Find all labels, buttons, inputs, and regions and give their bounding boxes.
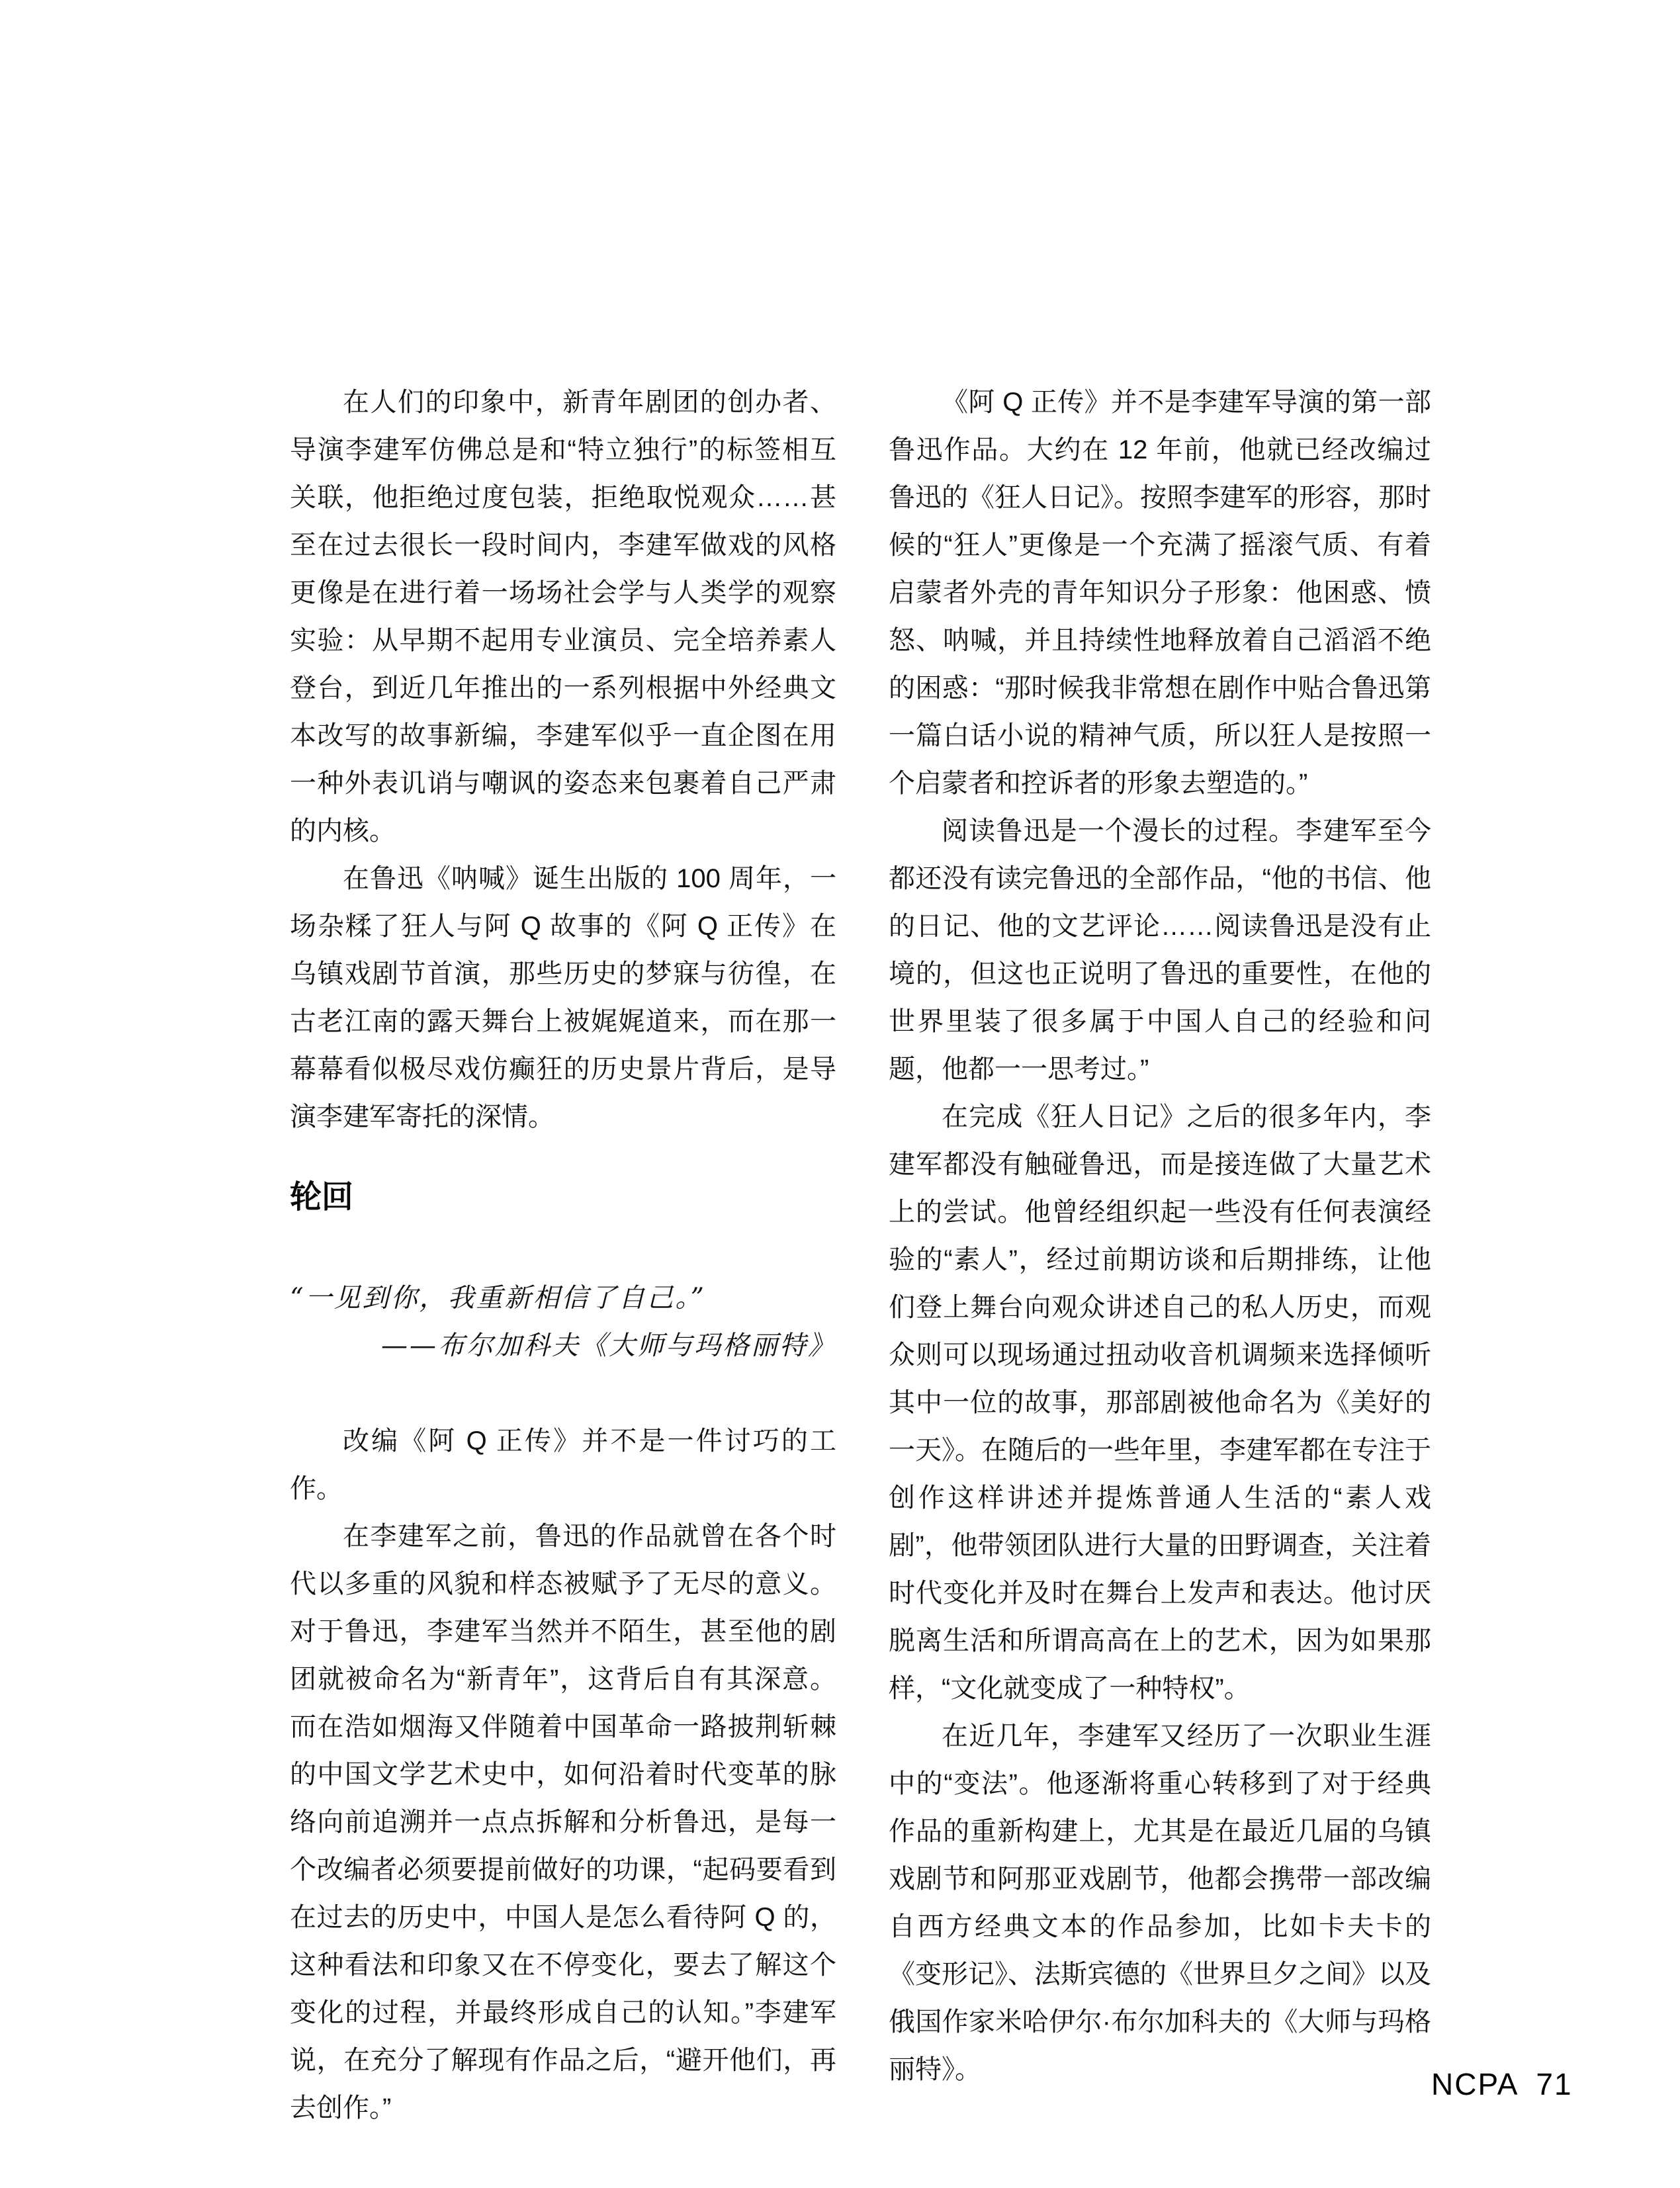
body-paragraph: 《阿 Q 正传》并不是李建军导演的第一部鲁迅作品。大约在 12 年前，他就已经改编过鲁迅的《狂人日记》。按照李建军的形容，那时候的“狂人”更像是一个充满了摇滚气质、有着启蒙者外壳的青年知识分子形象：他困惑、愤怒、呐喊，并且持续性地释放着自己滔滔不绝的困惑：“那时候我非常想在剧作中贴合鲁迅第一篇白话小说的精神气质，所以狂人是按照一个启蒙者和控诉者的形象去塑造的。” (889, 388, 1431, 798)
page-footer (1431, 2068, 1573, 2100)
body-paragraph: 在完成《狂人日记》之后的很多年内，李建军都没有触碰鲁迅，而是接连做了大量艺术上的尝试。他曾经组织起一些没有任何表演经验的“素人”，经过前期访谈和后期排练，让他们登上舞台向观众讲述自己的私人历史，而观众则可以现场通过扭动收音机调频来选择倾听其中一位的故事，那部剧被他命名为《美好的一天》。在随后的一些年里，李建军都在专注于创作这样讲述并提炼普通人生活的“素人戏剧”，他带领团队进行大量的田野调查，关注着时代变化并及时在舞台上发声和表达。他讨厌脱离生活和所谓高高在上的艺术，因为如果那样，“文化就变成了一种特权”。 (889, 1102, 1431, 1703)
page-number: 71 (1536, 2067, 1573, 2101)
footer-brand: NCPA (1431, 2067, 1519, 2101)
epigraph-attribution: ——布尔加科夫《大师与玛格丽特》 (381, 1331, 836, 1361)
body-paragraph: 在鲁迅《呐喊》诞生出版的 100 周年，一场杂糅了狂人与阿 Q 故事的《阿 Q 正传》在乌镇戏剧节首演，那些历史的梦寐与彷徨，在古老江南的露天舞台上被娓娓道来，而在那一幕幕看似极尽戏仿癫狂的历史景片背后，是导演李建军寄托的深情。 (290, 864, 836, 1131)
epigraph-quote: “一见到你，我重新相信了自己。” (290, 1283, 706, 1313)
right-column (889, 378, 1431, 2093)
body-paragraph: 阅读鲁迅是一个漫长的过程。李建军至今都还没有读完鲁迅的全部作品，“他的书信、他的日记、他的文艺评论……阅读鲁迅是没有止境的，但这也正说明了鲁迅的重要性，在他的世界里装了很多属于中国人自己的经验和问题，他都一一思考过。” (889, 816, 1431, 1084)
body-paragraph: 在李建军之前，鲁迅的作品就曾在各个时代以多重的风貌和样态被赋予了无尽的意义。对于鲁迅，李建军当然并不陌生，甚至他的剧团就被命名为“新青年”，这背后自有其深意。而在浩如烟海又伴随着中国革命一路披荆斩棘的中国文学艺术史中，如何沿着时代变革的脉络向前追溯并一点点拆解和分析鲁迅，是每一个改编者必须要提前做好的功课，“起码要看到在过去的历史中，中国人是怎么看待阿 Q 的，这种看法和印象又在不停变化，要去了解这个变化的过程，并最终形成自己的认知。”李建军说，在充分了解现有作品之后，“避开他们，再去创作。” (290, 1522, 836, 2122)
section-heading: 轮回 (290, 1180, 354, 1215)
body-paragraph: 在近几年，李建军又经历了一次职业生涯中的“变法”。他逐渐将重心转移到了对于经典作品的重新构建上，尤其是在最近几届的乌镇戏剧节和阿那亚戏剧节，他都会携带一部改编自西方经典文本的作品参加，比如卡夫卡的《变形记》、法斯宾德的《世界旦夕之间》以及俄国作家米哈伊尔·布尔加科夫的《大师与玛格丽特》。 (889, 1722, 1431, 2084)
body-paragraph: 改编《阿 Q 正传》并不是一件讨巧的工作。 (290, 1426, 836, 1503)
left-column (290, 378, 836, 2132)
body-paragraph: 在人们的印象中，新青年剧团的创办者、导演李建军仿佛总是和“特立独行”的标签相互关联，他拒绝过度包装，拒绝取悦观众……甚至在过去很长一段时间内，李建军做戏的风格更像是在进行着一场场社会学与人类学的观察实验：从早期不起用专业演员、完全培养素人登台，到近几年推出的一系列根据中外经典文本改写的故事新编，李建军似乎一直企图在用一种外表讥诮与嘲讽的姿态来包裹着自己严肃的内核。 (290, 388, 836, 846)
